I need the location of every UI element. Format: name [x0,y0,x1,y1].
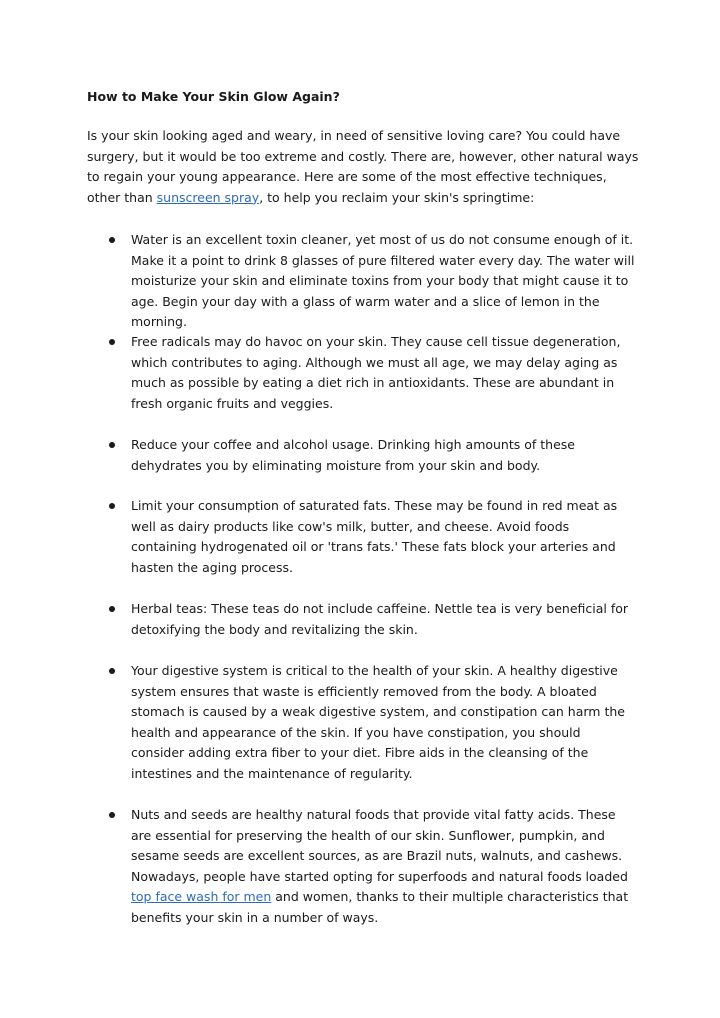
intro-text-end: , to help you reclaim your skin's springtime: [259,189,535,205]
list-item-text [131,805,635,928]
last-item-text-end: and women, thanks to their multiple characteristics that benefits your skin in a number of ways. [131,889,629,925]
top-face-wash-link[interactable]: top face wash for men [131,889,272,904]
list-item-text: Your digestive system is critical to the health of your skin. A healthy digestive system ensures that waste is efficiently removed from the body. A bloated stomach is caused by a weak digestive system, and constipation can harm the health and appearance of the skin. If you have constipation, you should consider adding extra fiber to your diet. Fibre aids in the cleansing of the intestines and the maintenance of regularity. [131,663,625,781]
bullet-icon [109,668,115,674]
page-title: How to Make Your Skin Glow Again? [87,89,340,104]
bullet-icon [109,606,115,612]
last-item-text-start: Nuts and seeds are healthy natural foods that provide vital fatty acids. These are essential for preserving the health of our skin. Sunflower, pumpkin, and sesame seeds are excellent sources, as are Brazil nuts, walnuts, and cashews. Nowadays, people have started opting for superfoods and natural foods loaded [131,807,628,884]
list-item-text: Water is an excellent toxin cleaner, yet most of us do not consume enough of it. Make it a point to drink 8 glasses of pure filtered water every day. The water will moisturize your skin and eliminate toxins from your body that might cause it to age. Begin your day with a glass of warm water and a slice of lemon in the morning. [131,232,635,329]
list-item-text: Herbal teas: These teas do not include caffeine. Nettle tea is very beneficial for detoxifying the body and revitalizing the skin. [131,601,629,637]
sunscreen-spray-link[interactable]: sunscreen spray [156,189,260,205]
list-item-text: Free radicals may do havoc on your skin. They cause cell tissue degeneration, which contributes to aging. Although we must all age, we may delay aging as much as possible by eating a diet rich in antioxidants. These are abundant in fresh organic fruits and veggies. [131,334,621,411]
intro-text-start: Is your skin looking aged and weary, in need of sensitive loving care? You could have surgery, but it would be too extreme and costly. There are, however, other natural ways to regain your young appearance. Here are some of the most effective techniques, other than [87,128,639,205]
list-item-text: Limit your consumption of saturated fats. These may be found in red meat as well as dairy products like cow's milk, butter, and cheese. Avoid foods containing hydrogenated oil or 'trans fats.' These fats block your arteries and hasten the aging process. [131,498,618,575]
bullet-icon [109,442,115,448]
bullet-icon [109,812,115,818]
bullet-icon [109,339,115,345]
list-item-text: Reduce your coffee and alcohol usage. Drinking high amounts of these dehydrates you by eliminating moisture from your skin and body. [131,437,575,473]
intro-paragraph [87,126,642,208]
bullet-icon [109,503,115,509]
bullet-icon [109,237,115,243]
